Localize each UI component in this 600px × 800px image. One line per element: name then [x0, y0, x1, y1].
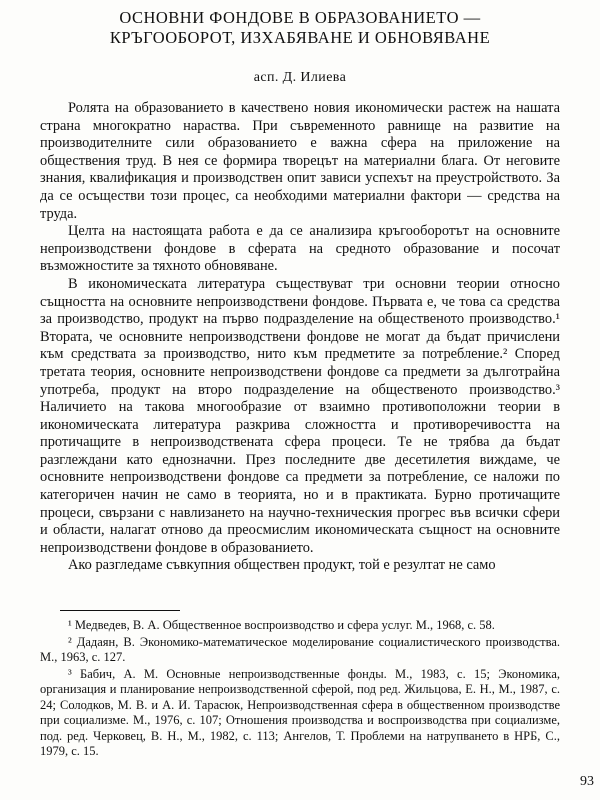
article-body	[40, 100, 560, 575]
footnote: ¹ Медведев, В. А. Общественное воспроизводство и сфера услуг. М., 1968, с. 58.	[68, 618, 495, 632]
article-title-line-1: ОСНОВНИ ФОНДОВЕ В ОБРАЗОВАНИЕТО —	[119, 8, 481, 27]
footnote-divider	[60, 610, 180, 611]
page-number: 93	[580, 774, 594, 789]
paragraph: Ако разгледаме съвкупния обществен продукт, той е резултат не само	[68, 557, 496, 574]
paragraph: В икономическата литература съществуват три основни теории относно същността на основните непроизводствени фондове. Първата е, че това са средства за производство, продукт на първо подразделение на общественото производство.¹ Втората, че основните непроизводствени фондове не могат да бъдат причислени към средствата за производство, нито към предметите за потребление.² Според третата теория, основните непроизводствени фондове са предмети за дълготрайна употреба, продукт на второ подразделение на общественото производство.³ Наличието на такова многообразие от взаимно противоположни теории в икономическата литература разкрива сложността и противоречивостта на протичащите в непроизводствената сфера процеси. Те не трябва да бъдат разглеждани като еднозначни. През последните две десетилетия виждаме, че основните непроизводствени фондове са предмети за потребление, се наложи по категоричен начин не само в теорията, но и в практиката. Бурно протичащите процеси, свързани с навлизането на научно-техническия прогрес във всички сфери и области, налагат отново да преосмислим икономическата същност на основните непроизводствени фондове в образованието.	[40, 275, 560, 556]
footnote: ³ Бабич, А. М. Основные непроизводственные фонды. М., 1983, с. 15; Экономика, организация и планирование непроизводственной сферой, под ред. Жильцова, Е. Н., М., 1987, с. 24; Солодков, М. В. и А. И. Тарасюк, Непроизводственная сфера в общественном производстве при социализме. М., 1976, с. 107; Отношения производства и воспроизводства при социализме, под. ред. Черковец, В. Н., М., 1982, с. 113; Ангелов, Т. Проблеми на натрупването в НРБ, С., 1979, с. 15.	[40, 666, 560, 758]
footnote: ² Дадаян, В. Экономико-математическое моделирование социалистического производства. М., 1963, с. 127.	[40, 634, 560, 664]
article-title-line-2: КРЪГООБОРОТ, ИЗХАБЯВАНЕ И ОБНОВЯВАНЕ	[109, 28, 491, 47]
paragraph: Целта на настоящата работа е да се анализира кръгооборотът на основните непроизводствени фондове в сферата на средното образование и посочат възможностите за тяхното обновяване.	[40, 223, 560, 275]
paragraph: Ролята на образованието в качествено новия икономически растеж на нашата страна многократно нараства. При съвременното равнище на развитие на производителните сили образованието е важна сфера на приложение на обществения труд. В нея се формира творецът на материални блага. От неговите знания, квалификация и производствен опит зависи успехът на преустройството. За да се осъществи този процес, са необходими материални фактори — средства на труда.	[40, 100, 560, 222]
footnotes	[40, 618, 560, 761]
author-name: асп. Д. Илиева	[253, 70, 347, 85]
